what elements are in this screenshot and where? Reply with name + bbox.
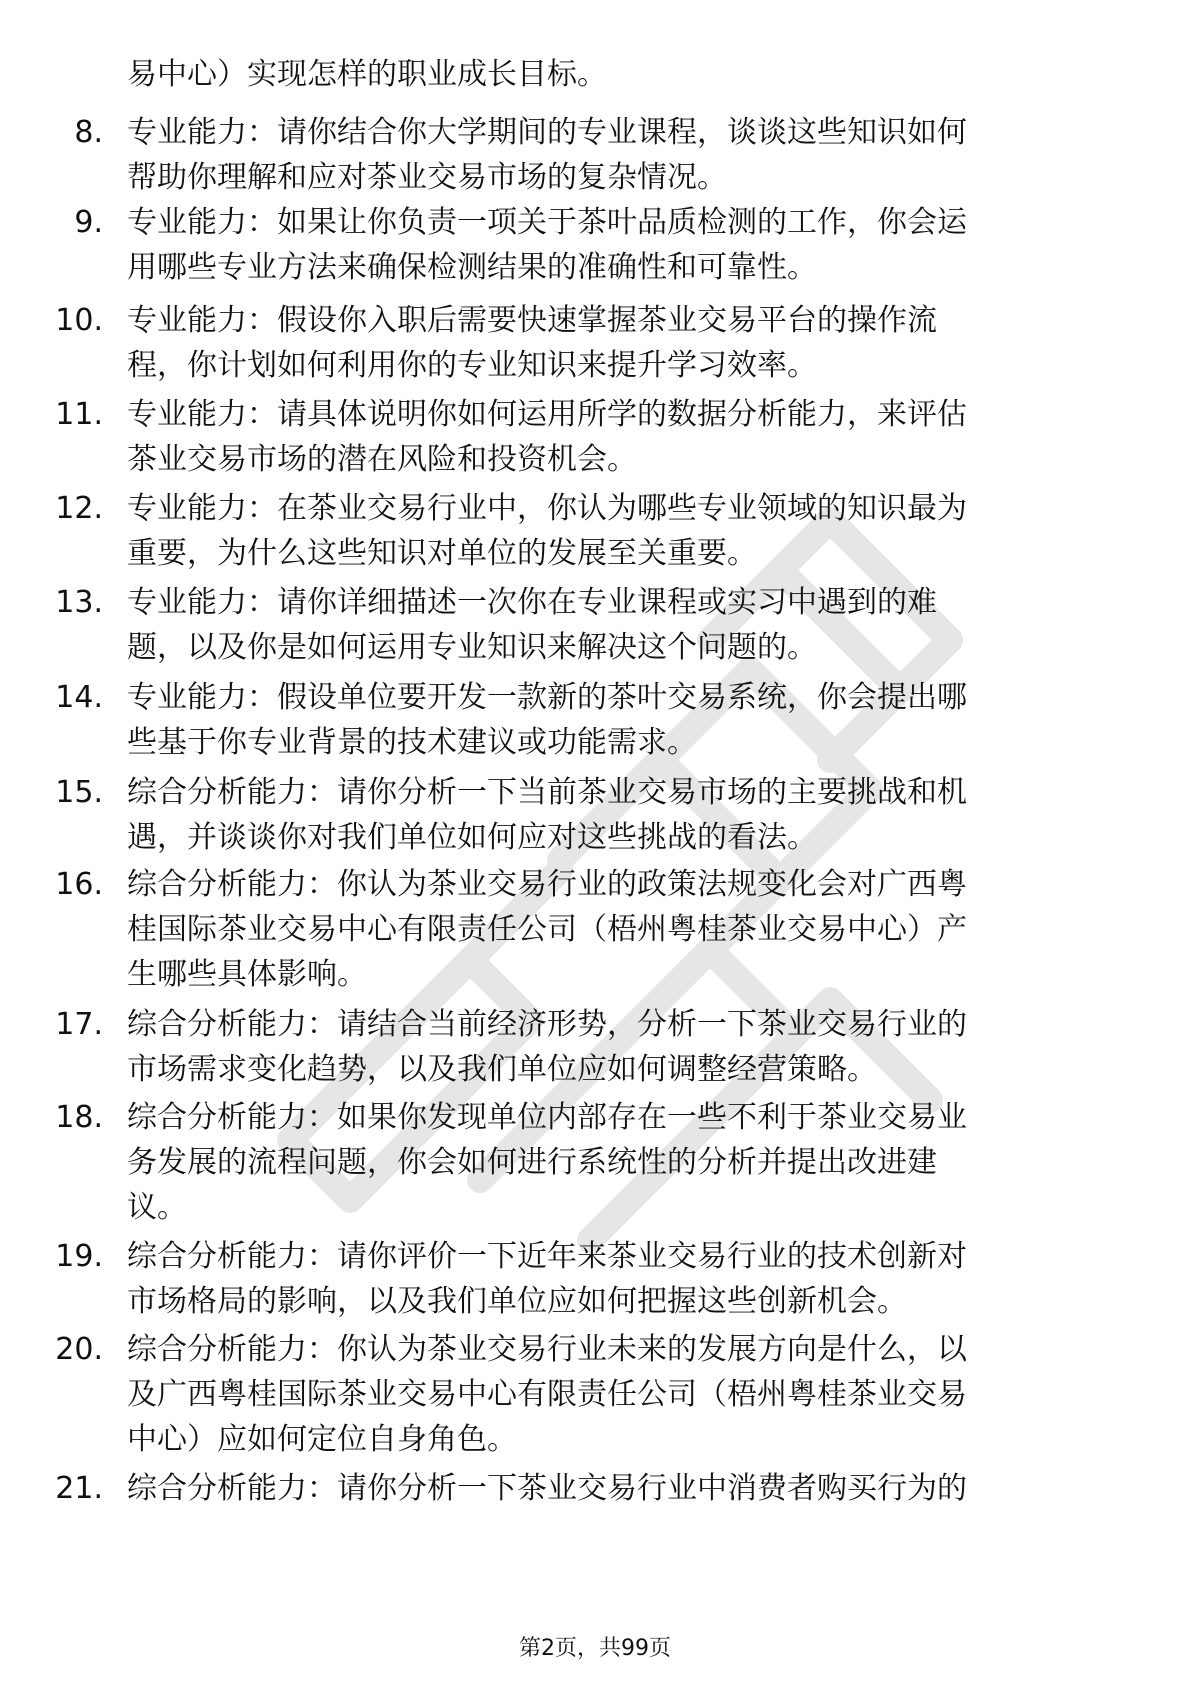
item-number: 21.	[55, 1471, 103, 1506]
item-text-line: 及广西粤桂国际茶业交易中心有限责任公司（梧州粤桂茶业交易	[127, 1377, 967, 1412]
item-number: 16.	[55, 867, 103, 902]
item-text-line: 专业能力：在茶业交易行业中，你认为哪些专业领域的知识最为	[127, 491, 967, 526]
item-text-line: 市场需求变化趋势，以及我们单位应如何调整经营策略。	[127, 1052, 877, 1087]
item-text-line: 专业能力：假设单位要开发一款新的茶叶交易系统，你会提出哪	[127, 680, 967, 715]
item-text-line: 综合分析能力：你认为茶业交易行业的政策法规变化会对广西粤	[127, 867, 967, 902]
item-text-line: 综合分析能力：请结合当前经济形势，分析一下茶业交易行业的	[127, 1007, 967, 1042]
item-text-line: 议。	[127, 1190, 187, 1225]
item-text-line: 程，你计划如何利用你的专业知识来提升学习效率。	[127, 348, 817, 383]
item-number: 9.	[74, 205, 103, 240]
item-number: 10.	[55, 303, 103, 338]
item-text-line: 务发展的流程问题，你会如何进行系统性的分析并提出改进建	[127, 1145, 937, 1180]
item-text-line: 综合分析能力：请你分析一下当前茶业交易市场的主要挑战和机	[127, 775, 967, 810]
item-number: 20.	[55, 1332, 103, 1367]
item-text-line: 专业能力：假设你入职后需要快速掌握茶业交易平台的操作流	[127, 303, 937, 338]
item-number: 8.	[74, 115, 103, 150]
item-text-line: 生哪些具体影响。	[127, 957, 367, 992]
item-text-line: 用哪些专业方法来确保检测结果的准确性和可靠性。	[127, 250, 817, 285]
item-number: 17.	[55, 1007, 103, 1042]
item-text-line: 桂国际茶业交易中心有限责任公司（梧州粤桂茶业交易中心）产	[127, 912, 967, 947]
item-text-line: 茶业交易市场的潜在风险和投资机会。	[127, 442, 637, 477]
item-number: 14.	[55, 680, 103, 715]
item-text-line: 综合分析能力：如果你发现单位内部存在一些不利于茶业交易业	[127, 1100, 967, 1135]
item-number: 15.	[55, 775, 103, 810]
page-footer: 第2页，共99页	[519, 1636, 671, 1661]
item-text-line: 些基于你专业背景的技术建议或功能需求。	[127, 725, 697, 760]
item-text-line: 专业能力：请你结合你大学期间的专业课程，谈谈这些知识如何	[127, 115, 967, 150]
item-text-line: 专业能力：如果让你负责一项关于茶叶品质检测的工作，你会运	[127, 205, 967, 240]
item-text-line: 专业能力：请你详细描述一次你在专业课程或实习中遇到的难	[127, 585, 937, 620]
item-number: 12.	[55, 491, 103, 526]
continuation-text: 易中心）实现怎样的职业成长目标。	[127, 57, 607, 92]
item-number: 11.	[55, 397, 103, 432]
item-text-line: 遇，并谈谈你对我们单位如何应对这些挑战的看法。	[127, 820, 817, 855]
item-text-line: 综合分析能力：请你评价一下近年来茶业交易行业的技术创新对	[127, 1239, 967, 1274]
item-text-line: 市场格局的影响，以及我们单位应如何把握这些创新机会。	[127, 1284, 907, 1319]
item-number: 13.	[55, 585, 103, 620]
item-number: 18.	[55, 1100, 103, 1135]
item-text-line: 中心）应如何定位自身角色。	[127, 1422, 517, 1457]
item-number: 19.	[55, 1239, 103, 1274]
item-text-line: 专业能力：请具体说明你如何运用所学的数据分析能力，来评估	[127, 397, 967, 432]
item-text-line: 重要，为什么这些知识对单位的发展至关重要。	[127, 536, 757, 571]
item-text-line: 综合分析能力：你认为茶业交易行业未来的发展方向是什么，以	[127, 1332, 967, 1367]
item-text-line: 综合分析能力：请你分析一下茶业交易行业中消费者购买行为的	[127, 1471, 967, 1506]
item-text-line: 题，以及你是如何运用专业知识来解决这个问题的。	[127, 630, 817, 665]
item-text-line: 帮助你理解和应对茶业交易市场的复杂情况。	[127, 160, 727, 195]
